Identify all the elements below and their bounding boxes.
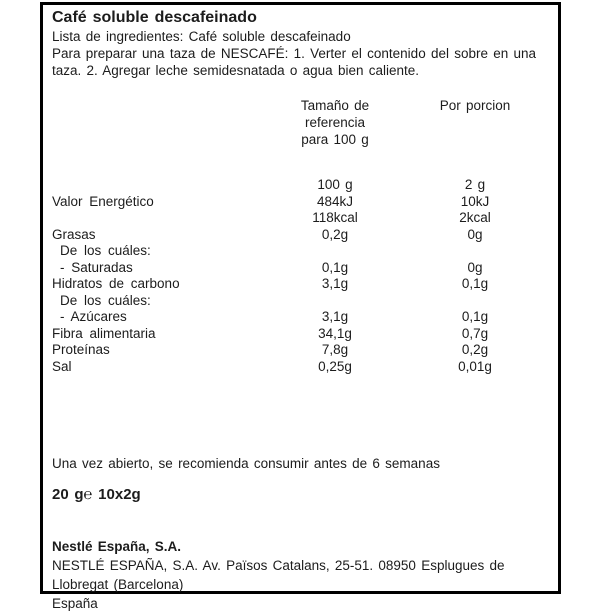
per-100g-value: 34,1g	[318, 325, 352, 341]
manufacturer-name: Nestlé España, S.A.	[52, 539, 182, 554]
per-portion-value: 0,1g	[461, 309, 489, 324]
nutrient-label: Hidratos de carbono	[52, 276, 180, 291]
nutrition-row	[52, 243, 549, 260]
manufacturer-country: España	[52, 596, 98, 611]
per-100g-value: 0,1g	[321, 259, 349, 275]
per-portion-value: 0g	[467, 259, 483, 275]
product-title: Café soluble descafeinado	[52, 9, 257, 26]
manufacturer-address-line-1: NESTLÉ ESPAÑA, S.A. Av. Països Catalans, 25-51. 08950 Esplugues de	[52, 558, 505, 573]
per-portion-value: 0g	[467, 226, 483, 242]
per-100g-value: 3,1g	[321, 276, 349, 291]
nutrient-label: Grasas	[52, 226, 96, 242]
per-100g-value: 484kJ	[316, 193, 354, 209]
nutrition-row	[52, 210, 549, 227]
nutrition-rows	[52, 177, 549, 375]
nutrient-label: - Saturadas	[60, 259, 133, 275]
per-100g-value: 3,1g	[321, 309, 349, 324]
reference-size-header-line-2: para 100 g	[301, 132, 369, 147]
nutrient-label: Valor Energético	[52, 193, 154, 209]
nutrient-label: De los cuáles:	[60, 243, 151, 258]
nutrition-row	[52, 194, 549, 211]
per-portion-value: 0,7g	[461, 325, 489, 341]
per-portion-value: 0,01g	[458, 358, 492, 374]
per-100g-value	[270, 293, 400, 310]
manufacturer-address-line-2: Llobregat (Barcelona)	[52, 577, 184, 592]
nutrient-label: Proteínas	[52, 342, 110, 357]
nutrient-label: De los cuáles:	[60, 292, 151, 308]
nutrient-label	[52, 210, 270, 227]
nutrition-row	[52, 177, 549, 194]
product-label	[40, 2, 561, 611]
nutrition-row	[52, 309, 549, 326]
per-portion-value: 10kJ	[460, 193, 490, 209]
nutrition-table-header	[52, 97, 549, 148]
manufacturer-block	[52, 537, 549, 613]
nutrition-row	[52, 342, 549, 359]
per-100g-value: 7,8g	[321, 342, 349, 357]
per-100g-value: 0,25g	[318, 358, 352, 374]
nutrition-row	[52, 326, 549, 343]
nutrient-label: - Azúcares	[60, 309, 127, 324]
reference-size-column-header	[270, 97, 400, 148]
per-portion-column-header: Por porcion	[439, 98, 511, 113]
per-portion-value: 0,1g	[461, 276, 489, 291]
storage-note: Una vez abierto, se recomienda consumir antes de 6 semanas	[52, 456, 440, 471]
nutrition-row	[52, 260, 549, 277]
nutrition-header-spacer	[52, 97, 270, 148]
per-portion-value: 2kcal	[459, 210, 491, 225]
nutrient-label	[52, 177, 270, 194]
nutrition-row	[52, 276, 549, 293]
nutrient-label: Sal	[52, 358, 72, 374]
per-portion-value	[400, 243, 550, 260]
per-portion-value	[400, 293, 550, 310]
per-portion-value: 0,2g	[461, 342, 489, 357]
reference-size-header-line-1: Tamaño de referencia	[300, 98, 370, 130]
nutrition-row	[52, 359, 549, 376]
per-100g-value: 100 g	[317, 177, 353, 192]
nutrient-label: Fibra alimentaria	[52, 325, 156, 341]
per-portion-value: 2 g	[464, 177, 486, 192]
nutrition-row	[52, 227, 549, 244]
nutrition-row	[52, 293, 549, 310]
net-weight: 20 g℮ 10x2g	[52, 486, 141, 503]
per-100g-value	[270, 243, 400, 260]
per-100g-value: 0,2g	[321, 226, 349, 242]
instructions-line-1: Para preparar una taza de NESCAFÉ: 1. Verter el contenido del sobre en una	[52, 46, 537, 61]
instructions-line-2: taza. 2. Agregar leche semidesnatada o agua bien caliente.	[52, 63, 419, 78]
per-100g-value: 118kcal	[312, 210, 358, 225]
ingredients-text: Lista de ingredientes: Café soluble descafeinado	[52, 29, 351, 44]
